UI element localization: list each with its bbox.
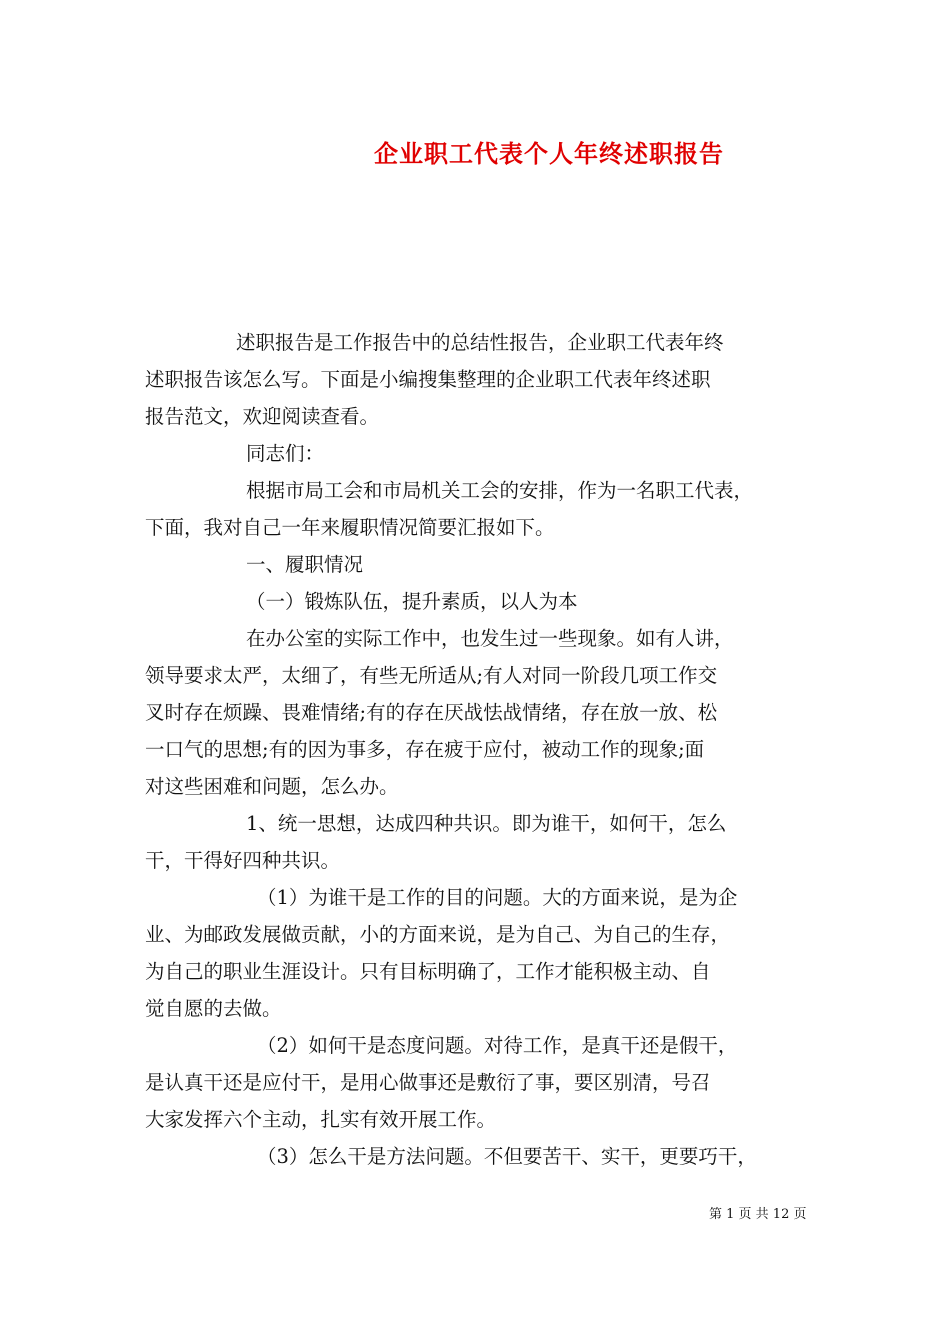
page-title: 企业职工代表个人年终述职报告 — [374, 139, 724, 168]
text-line: 对这些困难和问题，怎么办。 — [145, 775, 399, 798]
page-number: 第 1 页 共 12 页 — [709, 1207, 807, 1222]
section-heading: 一、履职情况 — [246, 553, 364, 576]
text-line: 根据市局工会和市局机关工会的安排，作为一名职工代表， — [246, 479, 754, 502]
text-line: （1）为谁干是工作的目的问题。大的方面来说，是为企 — [257, 886, 738, 909]
text-line: 领导要求太严，太细了，有些无所适从;有人对同一阶段几项工作交 — [145, 664, 718, 687]
text-line: 是认真干还是应付干，是用心做事还是敷衍了事，要区别清，号召 — [145, 1071, 711, 1094]
text-line: 干，干得好四种共识。 — [145, 849, 341, 872]
text-line: 叉时存在烦躁、畏难情绪;有的存在厌战怯战情绪，存在放一放、松 — [145, 701, 718, 724]
text-line: 为自己的职业生涯设计。只有目标明确了，工作才能积极主动、自 — [145, 960, 711, 983]
salutation: 同志们： — [246, 442, 325, 465]
subsection-heading: （一）锻炼队伍，提升素质，以人为本 — [246, 590, 578, 613]
text-line: 大家发挥六个主动，扎实有效开展工作。 — [145, 1108, 497, 1131]
text-line: 1、统一思想，达成四种共识。即为谁干，如何干，怎么 — [246, 812, 727, 835]
text-line: （3）怎么干是方法问题。不但要苦干、实干，更要巧干， — [257, 1145, 757, 1168]
text-line: 觉自愿的去做。 — [145, 997, 282, 1020]
text-line: 下面，我对自己一年来履职情况简要汇报如下。 — [145, 516, 555, 539]
text-line: 在办公室的实际工作中，也发生过一些现象。如有人讲， — [246, 627, 734, 650]
document-body — [145, 324, 810, 1175]
text-line: （2）如何干是态度问题。对待工作，是真干还是假干， — [257, 1034, 738, 1057]
text-line: 一口气的思想;有的因为事多，存在疲于应付，被动工作的现象;面 — [145, 738, 705, 761]
text-line: 报告范文，欢迎阅读查看。 — [145, 405, 380, 428]
text-line: 述职报告是工作报告中的总结性报告，企业职工代表年终 — [236, 331, 724, 354]
text-line: 业、为邮政发展做贡献，小的方面来说，是为自己、为自己的生存， — [145, 923, 731, 946]
text-line: 述职报告该怎么写。下面是小编搜集整理的企业职工代表年终述职 — [145, 368, 711, 391]
